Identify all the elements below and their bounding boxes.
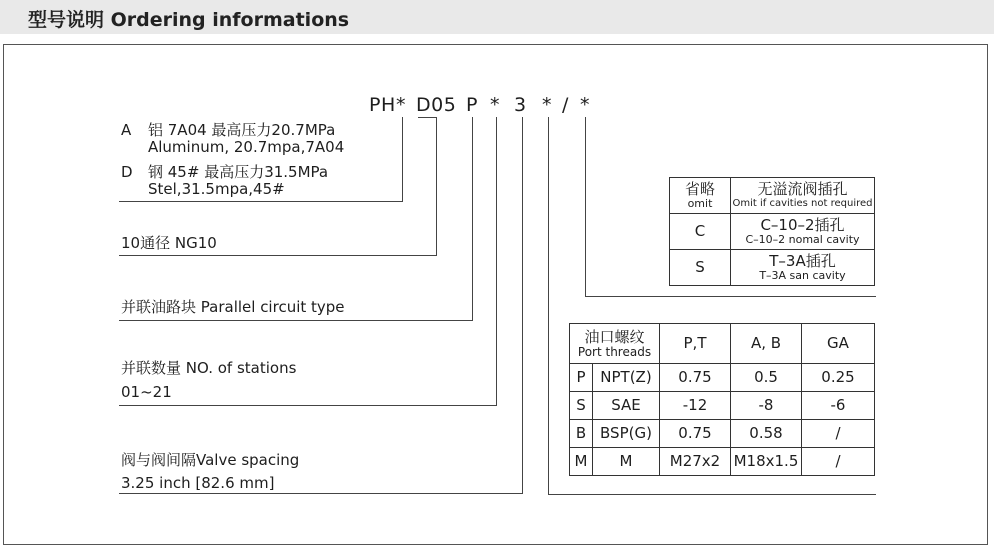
table-row: [570, 420, 875, 448]
leader-bore-horizontal: [119, 255, 437, 256]
material-d-letter: D: [121, 163, 133, 181]
material-d-en: Stel,31.5mpa,45#: [148, 180, 285, 198]
thread-ga: 0.25: [802, 364, 875, 392]
spacing-label: 阀与阀间隔Valve spacing: [121, 451, 300, 469]
leader-stations-horizontal: [119, 405, 497, 406]
thread-table: [569, 323, 875, 476]
thread-pt: 0.75: [660, 364, 731, 392]
thread-col-ab: A, B: [731, 324, 802, 364]
cavity-desc: [731, 214, 875, 250]
table-row: [570, 392, 875, 420]
thread-col-ga: GA: [802, 324, 875, 364]
cavity-header-left: [670, 178, 731, 214]
thread-pt: M27x2: [660, 448, 731, 476]
thread-ab: M18x1.5: [731, 448, 802, 476]
cavity-desc: [731, 250, 875, 286]
cavity-desc-en: T–3A san cavity: [759, 269, 846, 282]
cavity-desc-cn: T–3A插孔: [769, 252, 836, 270]
leader-circuit-vertical: [472, 117, 473, 321]
thread-ga: /: [802, 448, 875, 476]
leader-circuit-horizontal: [119, 320, 473, 321]
table-row: [570, 364, 875, 392]
code-d05: D05: [416, 94, 457, 116]
cavity-code: C: [670, 214, 731, 250]
section-header: [0, 0, 994, 34]
code-3: 3: [514, 94, 527, 116]
thread-ab: 0.5: [731, 364, 802, 392]
cavity-header-right-en: Omit if cavities not required: [732, 198, 873, 209]
code-slash: /: [562, 94, 569, 116]
material-d-cn: 钢 45# 最高压力31.5MPa: [148, 163, 329, 181]
thread-header-en: Port threads: [577, 345, 652, 359]
code-ph: PH: [369, 94, 396, 116]
leader-d05-underline: [418, 117, 436, 118]
thread-pt: -12: [660, 392, 731, 420]
code-asterisk-material: *: [396, 94, 406, 116]
code-p: P: [466, 94, 478, 116]
thread-name: SAE: [593, 392, 660, 420]
cavity-desc-cn: C–10–2插孔: [760, 216, 845, 234]
leader-thread-horizontal: [548, 494, 876, 495]
leader-stations-vertical: [496, 117, 497, 406]
thread-ab: 0.58: [731, 420, 802, 448]
table-row: [670, 214, 875, 250]
section-title: 型号说明 Ordering informations: [28, 9, 350, 31]
leader-material-horizontal: [119, 201, 403, 202]
thread-code: S: [570, 392, 593, 420]
cavity-code: S: [670, 250, 731, 286]
cavity-header-left-cn: 省略: [684, 180, 715, 198]
circuit-label: 并联油路块 Parallel circuit type: [121, 298, 345, 316]
leader-spacing-vertical: [522, 117, 523, 494]
material-a-cn: 铝 7A04 最高压力20.7MPa: [148, 121, 336, 139]
thread-col-pt: P,T: [660, 324, 731, 364]
code-asterisk-cavity: *: [580, 94, 590, 116]
leader-spacing-horizontal: [119, 493, 523, 494]
material-a-en: Aluminum, 20.7mpa,7A04: [148, 138, 345, 156]
table-row: [570, 448, 875, 476]
thread-code: P: [570, 364, 593, 392]
spacing-value: 3.25 inch [82.6 mm]: [121, 474, 275, 492]
leader-material-vertical: [402, 117, 403, 202]
leader-cavity-vertical: [585, 117, 586, 297]
thread-ga: -6: [802, 392, 875, 420]
thread-header: [570, 324, 660, 364]
stations-range: 01~21: [121, 383, 172, 401]
table-row: [670, 250, 875, 286]
thread-pt: 0.75: [660, 420, 731, 448]
cavity-desc-en: C–10–2 nomal cavity: [745, 233, 860, 246]
thread-name: BSP(G): [593, 420, 660, 448]
leader-bore-vertical: [436, 117, 437, 256]
thread-name: M: [593, 448, 660, 476]
code-asterisk-thread: *: [542, 94, 552, 116]
cavity-header-left-en: omit: [687, 197, 713, 210]
stations-label: 并联数量 NO. of stations: [121, 359, 297, 377]
material-a-letter: A: [121, 121, 132, 139]
leader-thread-vertical: [548, 117, 549, 495]
thread-name: NPT(Z): [593, 364, 660, 392]
cavity-header-right: [731, 178, 875, 214]
thread-header-cn: 油口螺纹: [584, 328, 645, 346]
leader-cavity-horizontal: [585, 296, 876, 297]
thread-code: M: [570, 448, 593, 476]
bore-label: 10通径 NG10: [121, 234, 217, 252]
code-asterisk-stations: *: [490, 94, 500, 116]
cavity-table: [669, 177, 875, 286]
thread-ab: -8: [731, 392, 802, 420]
thread-code: B: [570, 420, 593, 448]
cavity-header-right-cn: 无溢流阀插孔: [757, 180, 848, 198]
thread-ga: /: [802, 420, 875, 448]
